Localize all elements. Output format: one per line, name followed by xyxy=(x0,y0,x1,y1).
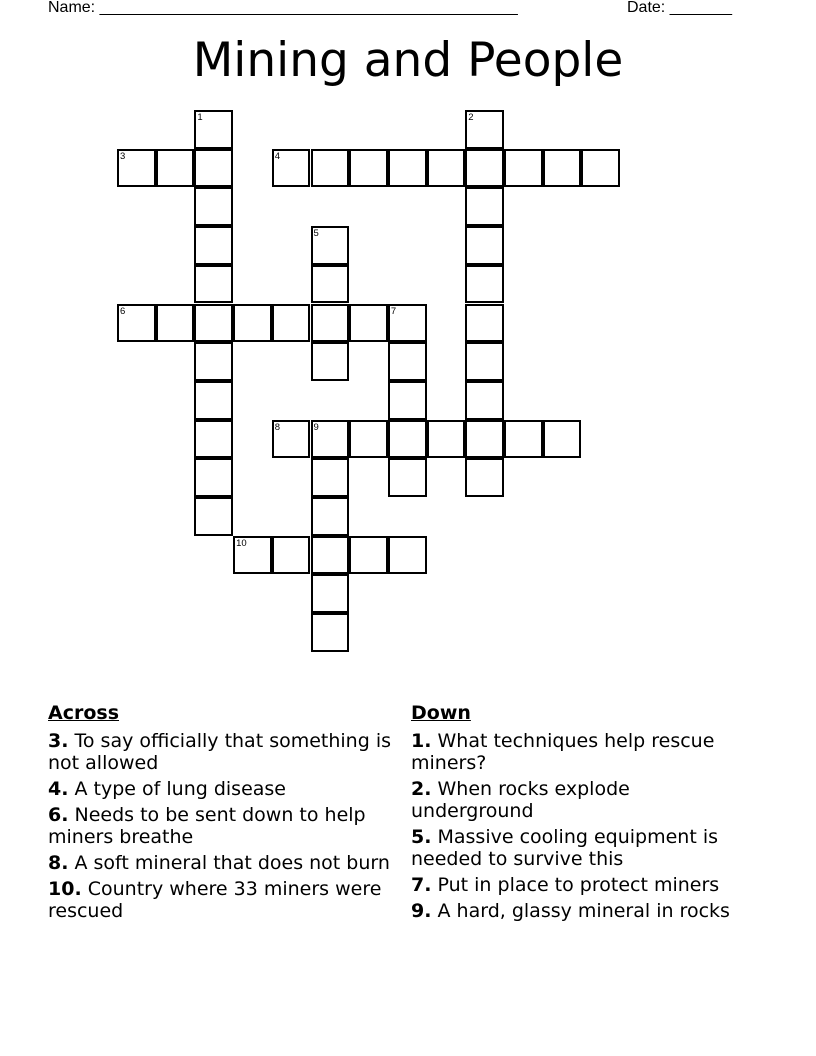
crossword-cell[interactable] xyxy=(543,420,582,459)
crossword-cell[interactable] xyxy=(311,574,350,613)
down-clue xyxy=(411,900,756,922)
clue-number-label: 4 xyxy=(274,150,281,162)
clue-text: Country where 33 miners were rescued xyxy=(48,878,382,922)
crossword-cell[interactable] xyxy=(581,149,620,188)
crossword-cell[interactable] xyxy=(311,458,350,497)
crossword-cell[interactable] xyxy=(427,149,466,188)
clue-number-label: 9 xyxy=(313,421,319,433)
clue-text: Needs to be sent down to help miners breathe xyxy=(48,804,366,848)
clue-text: When rocks explode underground xyxy=(411,778,630,822)
crossword-cell[interactable] xyxy=(194,304,233,343)
down-clue xyxy=(411,730,756,774)
crossword-cell[interactable] xyxy=(465,226,504,265)
clue-number: 10. xyxy=(48,878,82,900)
crossword-cell[interactable] xyxy=(311,304,350,343)
crossword-cell[interactable] xyxy=(311,613,350,652)
across-clue xyxy=(48,804,400,848)
clue-text: To say officially that something is not allowed xyxy=(48,730,392,774)
clue-text: A type of lung disease xyxy=(74,778,286,800)
clue-text: Massive cooling equipment is needed to survive this xyxy=(411,826,719,870)
across-clues xyxy=(48,702,400,926)
crossword-cell[interactable] xyxy=(388,458,427,497)
crossword-cell[interactable] xyxy=(349,536,388,575)
crossword-cell[interactable] xyxy=(194,381,233,420)
crossword-cell[interactable] xyxy=(349,149,388,188)
crossword-cell[interactable] xyxy=(194,187,233,226)
crossword-cell[interactable] xyxy=(504,420,543,459)
crossword-cell[interactable] xyxy=(311,342,350,381)
clue-text: A soft mineral that does not burn xyxy=(74,852,390,874)
clue-number: 1. xyxy=(411,730,432,752)
crossword-cell[interactable] xyxy=(427,420,466,459)
clue-number-label: 5 xyxy=(313,228,319,240)
crossword-cell[interactable] xyxy=(156,304,195,343)
clue-number: 4. xyxy=(48,778,69,800)
clue-number-label: 2 xyxy=(468,112,474,123)
down-clue xyxy=(411,778,756,822)
clue-number: 5. xyxy=(411,826,432,848)
across-clue xyxy=(48,778,400,800)
clue-number-label: 10 xyxy=(236,537,247,549)
crossword-cell[interactable] xyxy=(465,149,504,188)
crossword-cell[interactable] xyxy=(465,420,504,459)
crossword-cell[interactable] xyxy=(465,458,504,497)
clue-text: Put in place to protect miners xyxy=(437,874,720,896)
crossword-cell[interactable] xyxy=(465,342,504,381)
clue-number-label: 3 xyxy=(120,150,126,162)
crossword-cell[interactable] xyxy=(311,497,350,536)
clue-number: 8. xyxy=(48,852,69,874)
crossword-cell[interactable] xyxy=(465,304,504,343)
crossword-cell[interactable] xyxy=(194,458,233,497)
crossword-cell[interactable] xyxy=(543,149,582,188)
across-clue xyxy=(48,730,400,774)
name-field-label: Name: _______________________________________________ xyxy=(48,0,518,16)
down-clues xyxy=(411,702,756,926)
crossword-cell[interactable] xyxy=(272,536,311,575)
clue-text: What techniques help rescue miners? xyxy=(411,730,715,774)
date-field-label: Date: _______ xyxy=(627,0,732,16)
crossword-cell[interactable] xyxy=(311,536,350,575)
down-clue xyxy=(411,826,756,870)
crossword-cell[interactable] xyxy=(194,342,233,381)
crossword-cell[interactable] xyxy=(272,304,311,343)
across-clue xyxy=(48,878,400,922)
clue-number: 3. xyxy=(48,730,69,752)
crossword-cell[interactable] xyxy=(465,187,504,226)
page-title: Mining and People xyxy=(192,33,624,88)
clue-number-label: 6 xyxy=(120,305,126,317)
down-clue xyxy=(411,874,756,896)
crossword-cell[interactable] xyxy=(311,149,350,188)
crossword-cell[interactable] xyxy=(504,149,543,188)
crossword-cell[interactable] xyxy=(194,497,233,536)
crossword-cell[interactable] xyxy=(349,420,388,459)
crossword-cell[interactable] xyxy=(465,265,504,304)
crossword-cell[interactable] xyxy=(194,265,233,304)
crossword-cell[interactable] xyxy=(194,149,233,188)
crossword-cell[interactable] xyxy=(388,342,427,381)
clue-text: A hard, glassy mineral in rocks xyxy=(437,900,730,922)
crossword-cell[interactable] xyxy=(156,149,195,188)
crossword-cell[interactable] xyxy=(388,381,427,420)
clue-number-label: 8 xyxy=(274,421,281,433)
crossword-cell[interactable] xyxy=(388,149,427,188)
clue-number: 9. xyxy=(411,900,432,922)
crossword-cell[interactable] xyxy=(233,304,272,343)
across-heading: Across xyxy=(48,702,120,724)
crossword-cell[interactable] xyxy=(465,381,504,420)
down-heading: Down xyxy=(411,702,471,724)
crossword-cell[interactable] xyxy=(194,226,233,265)
across-clue xyxy=(48,852,400,874)
clue-number: 6. xyxy=(48,804,69,826)
clue-number-label: 7 xyxy=(390,305,397,317)
crossword-cell[interactable] xyxy=(194,420,233,459)
crossword-cell[interactable] xyxy=(388,420,427,459)
clue-number-label: 1 xyxy=(197,112,203,123)
clue-number: 7. xyxy=(411,874,432,896)
crossword-cell[interactable] xyxy=(388,536,427,575)
clue-number: 2. xyxy=(411,778,432,800)
crossword-cell[interactable] xyxy=(349,304,388,343)
crossword-cell[interactable] xyxy=(311,265,350,304)
